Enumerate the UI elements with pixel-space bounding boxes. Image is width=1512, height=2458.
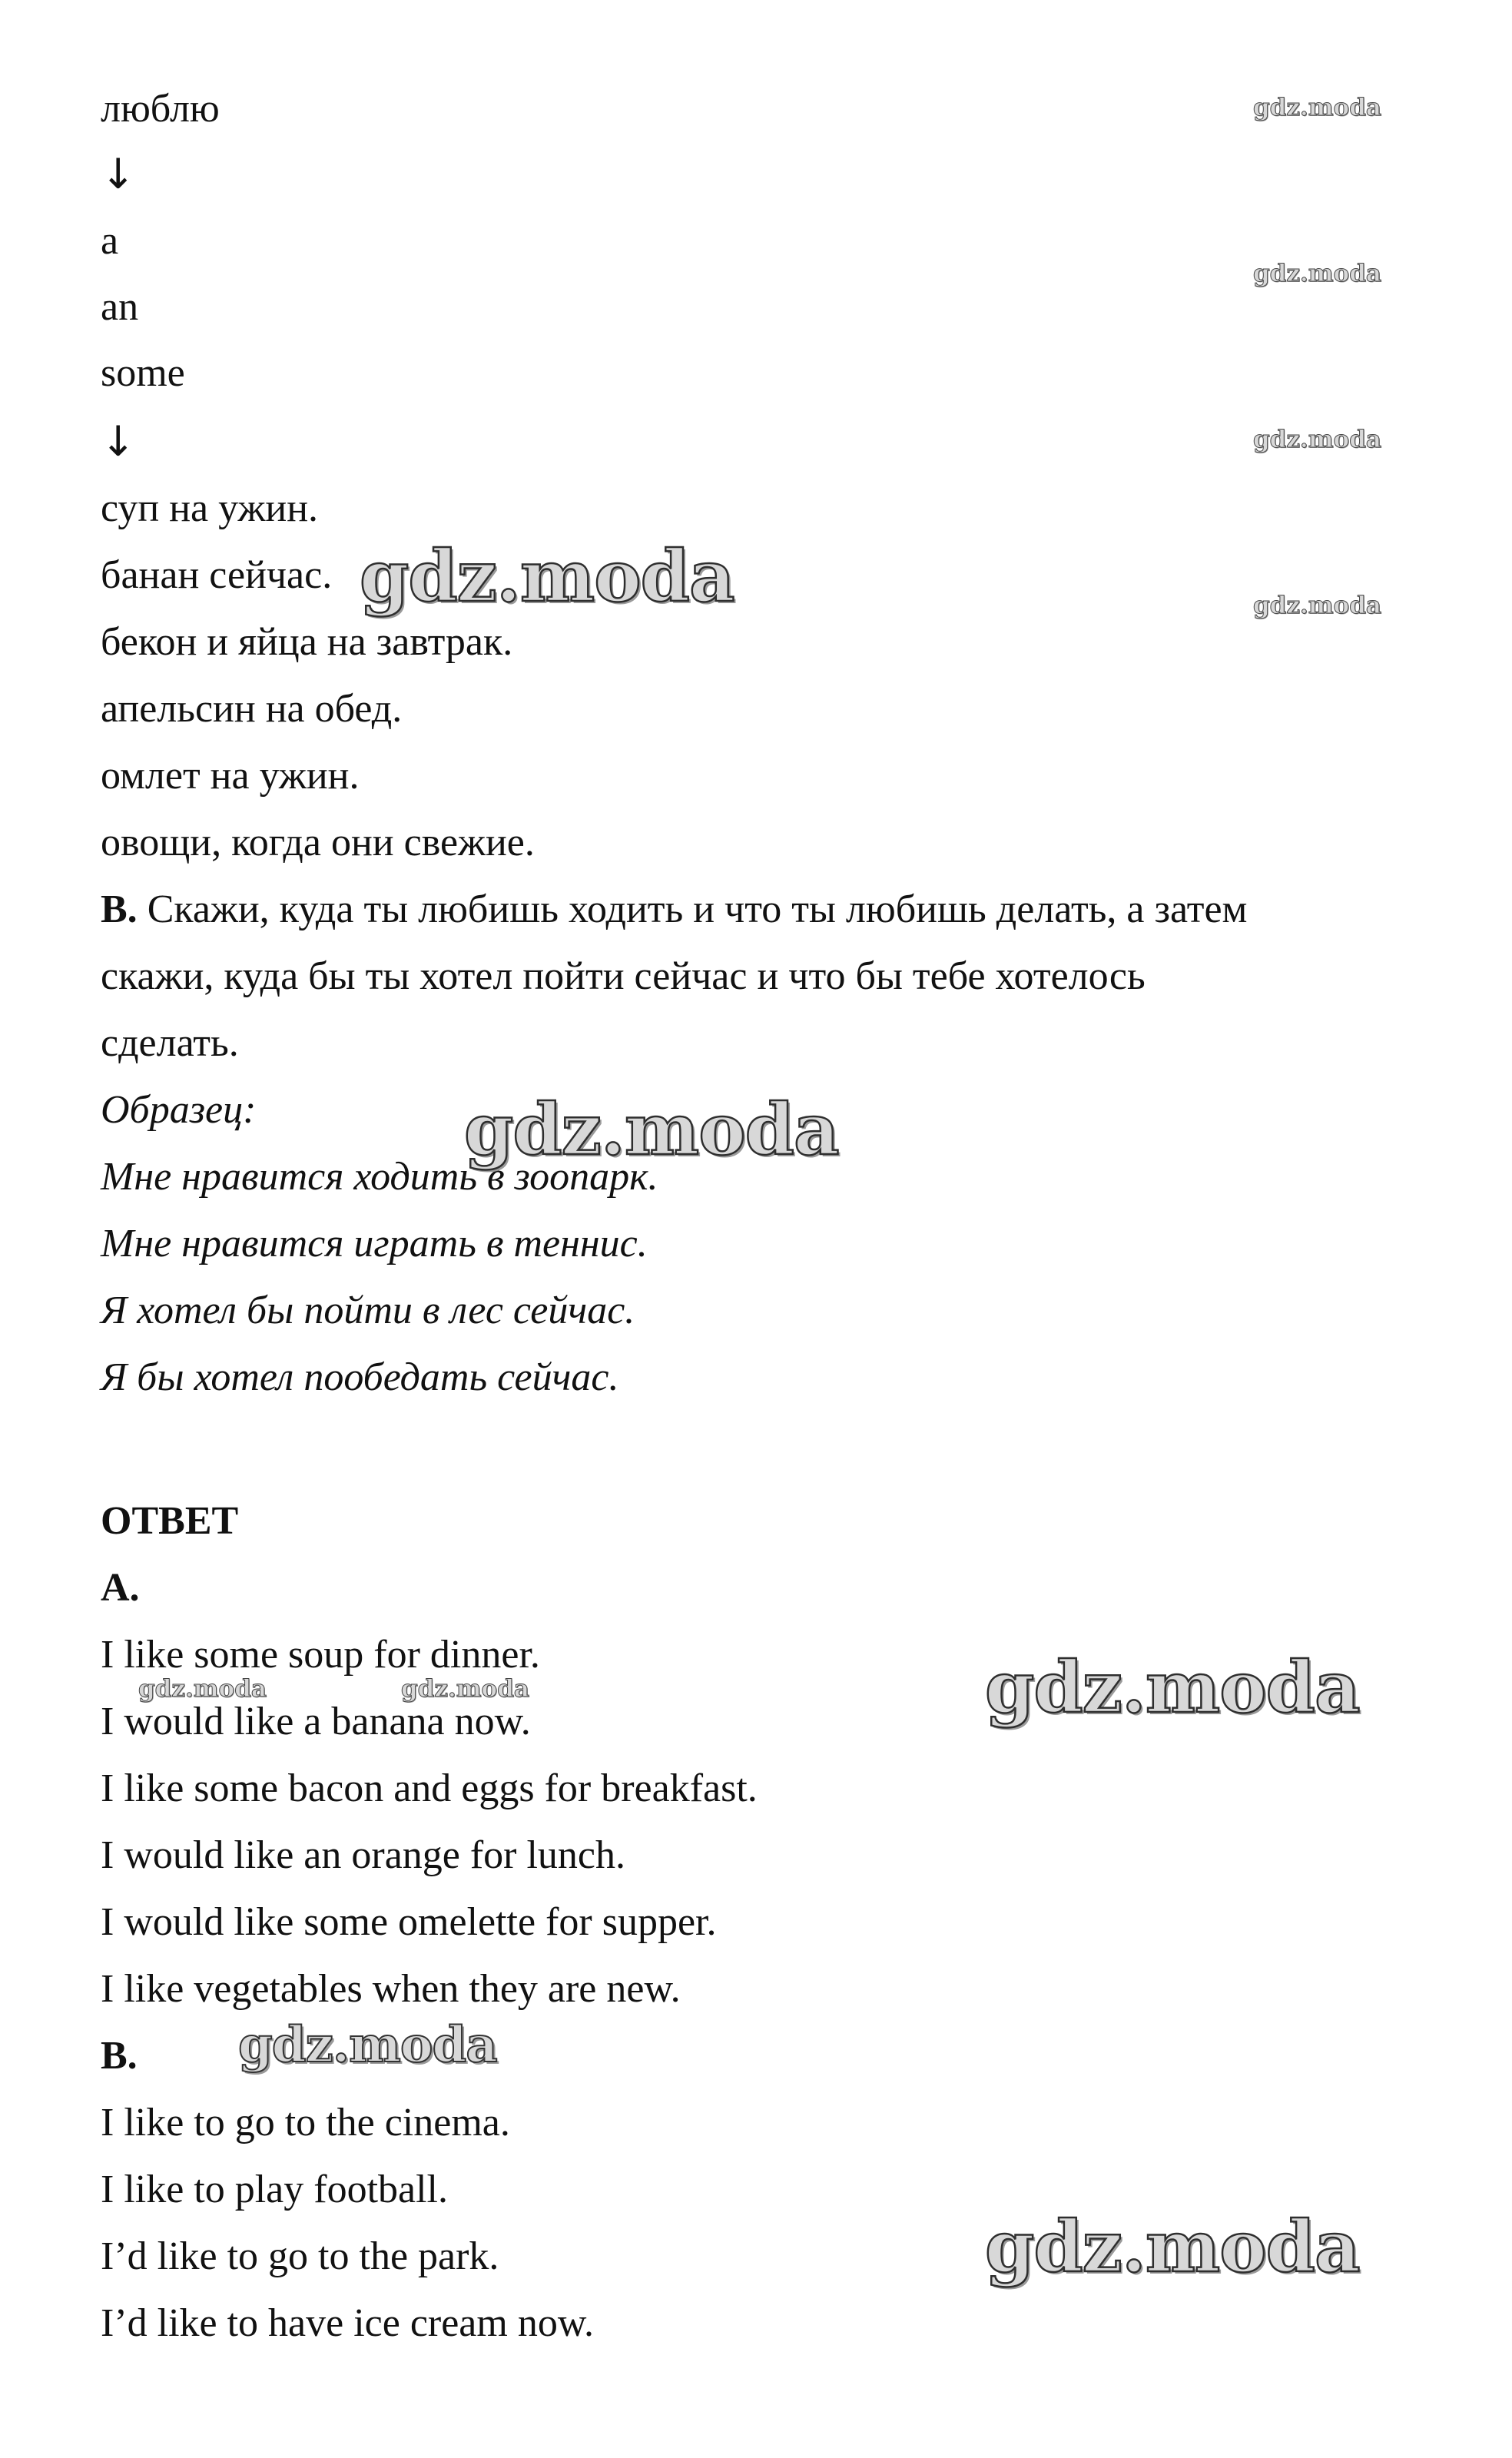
text-line: сделать. (101, 1021, 239, 1065)
text-line: люблю (101, 87, 220, 131)
answer-line: I like some soup for dinner. (101, 1633, 540, 1677)
text-line: банан сейчас. (101, 553, 333, 597)
sample-line: Я хотел бы пойти в лес сейчас. (101, 1289, 635, 1332)
text-line: скажи, куда бы ты хотел пойти сейчас и что бы тебе хотелось (101, 954, 1146, 998)
watermark: gdz.moda (464, 1088, 839, 1171)
watermark: gdz.moda (1253, 426, 1381, 453)
answer-line: I like vegetables when they are new. (101, 1967, 681, 2011)
watermark: gdz.moda (138, 1675, 267, 1703)
text-line: овощи, когда они свежие. (101, 821, 535, 864)
sample-line: Мне нравится играть в теннис. (101, 1222, 648, 1265)
task-b-paragraph (101, 887, 1247, 933)
sample-line: Я бы хотел пообедать сейчас. (101, 1355, 619, 1399)
answer-line: I would like a banana now. (101, 1700, 531, 1743)
watermark: gdz.moda (360, 535, 734, 618)
answer-line: I’d like to go to the park. (101, 2234, 499, 2278)
watermark: gdz.moda (985, 2205, 1360, 2288)
down-arrow: ↓ (101, 417, 136, 466)
text-line: бекон и яйца на завтрак. (101, 620, 513, 664)
task-b-label: B. (101, 887, 138, 931)
down-arrow: ↓ (101, 150, 136, 198)
watermark: gdz.moda (401, 1675, 529, 1703)
task-b-text: Скажи, куда ты любишь ходить и что ты любишь делать, а затем (147, 887, 1248, 931)
answer-b-label: B. (101, 2034, 138, 2078)
answer-heading: ОТВЕТ (101, 1499, 239, 1543)
answer-line: I’d like to have ice cream now. (101, 2301, 595, 2345)
text-line: апельсин на обед. (101, 687, 403, 731)
sample-label: Образец: (101, 1088, 257, 1132)
text-line: a (101, 219, 119, 263)
answer-line: I like to play football. (101, 2168, 449, 2211)
watermark: gdz.moda (1253, 260, 1381, 287)
answer-line: I would like an orange for lunch. (101, 1833, 626, 1877)
text-line: суп на ужин. (101, 486, 319, 530)
answer-a-label: A. (101, 1566, 140, 1610)
sample-line: Мне нравится ходить в зоопарк. (101, 1155, 658, 1199)
watermark: gdz.moda (1253, 94, 1381, 121)
text-line: some (101, 351, 185, 395)
watermark: gdz.moda (238, 2016, 497, 2074)
answer-line: I would like some omelette for supper. (101, 1900, 717, 1944)
text-line: an (101, 285, 139, 329)
watermark: gdz.moda (1253, 592, 1381, 619)
text-line: омлет на ужин. (101, 754, 360, 798)
answer-line: I like to go to the cinema. (101, 2101, 510, 2145)
watermark: gdz.moda (985, 1646, 1360, 1729)
answer-line: I like some bacon and eggs for breakfast. (101, 1766, 758, 1810)
